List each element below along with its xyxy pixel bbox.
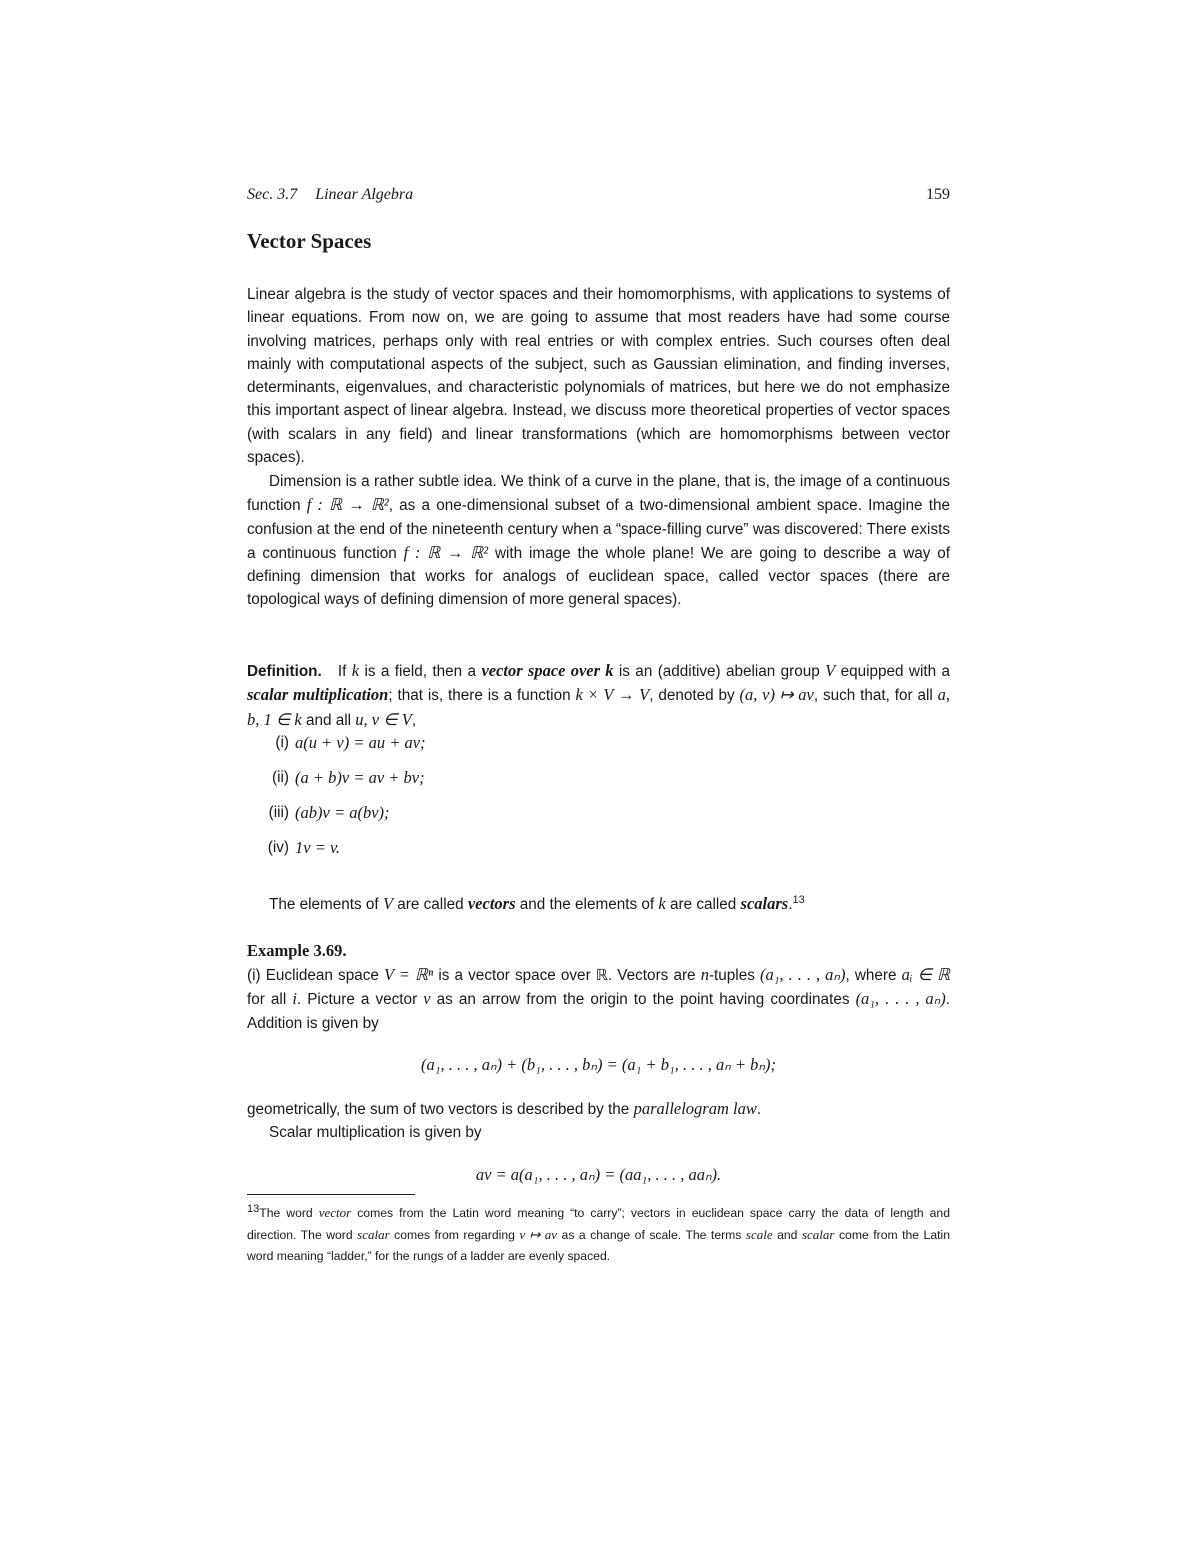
scalar-intro: Scalar multiplication is given by	[269, 1124, 482, 1141]
section-label: Sec. 3.7 Linear Algebra	[247, 186, 414, 203]
footnote-ref: 13	[792, 894, 805, 906]
intro-paragraph: Linear algebra is the study of vector spaces and their homomorphisms, with applications to systems of linear equations. From now on, we are going to assume that most readers have had some course involving matrices, perhaps only with real entries or with complex entries. Such courses often deal mainly with computational aspects of the subject, such as Gaussian elimination, and finding inverses, determinants, eigenvalues, and characteristic polynomials of matrices, but here we do not emphasize this important aspect of linear algebra. Instead, we discuss more theoretical properties of vector spaces (with scalars in any field) and linear transformations (which are homomorphisms between vector spaces).	[247, 286, 950, 467]
term-scalar-multiplication: scalar multiplication	[247, 685, 389, 705]
geometric-sentence: geometrically, the sum of two vectors is described by the parallelogram law.	[247, 1099, 762, 1118]
addition-formula: (a₁, . . . , aₙ) + (b₁, . . . , bₙ) = (a₁ + b₁, . . . , aₙ + bₙ);	[421, 1055, 776, 1074]
axiom-item: (iv) 1v = v.	[267, 838, 341, 857]
section-heading: Vector Spaces	[247, 229, 372, 253]
example-paragraph: (i) Euclidean space V = ℝⁿ is a vector space over ℝ. Vectors are n-tuples (a₁, . . . , aₙ), where aᵢ ∈ ℝ for all i. Picture a vector v as an arrow from the origin to the point having coordinates (a₁, . . . , aₙ). Addition is given by	[247, 965, 950, 1032]
scalar-formula: av = a(a₁, . . . , aₙ) = (aa₁, . . . , aaₙ).	[475, 1165, 722, 1184]
axiom-item: (ii) (a + b)v = av + bv;	[272, 768, 425, 787]
page-number: 159	[926, 186, 950, 203]
axiom-item: (iii) (ab)v = a(bv);	[268, 803, 390, 822]
axiom-item: (i) a(u + v) = au + av;	[275, 733, 426, 752]
example-label: Example 3.69.	[247, 941, 347, 960]
definition-paragraph: Definition. If k is a field, then a vector space over k is an (additive) abelian group V equipped with a scalar multiplication; that is, there is a function k × V → V, denoted by (a, v) ↦ av, such that, for all a, b, 1 ∈ k and all u, v ∈ V,	[247, 661, 951, 729]
definition-label: Definition.	[247, 663, 322, 680]
footnote: $^{13}$The word vector comes from the Latin word meaning “to carry”; vectors in euclidean space carry the data of length and direction. The word scalar comes from regarding v ↦ av as a change of scale. The terms scale and scalar come from the Latin word meaning “ladder,” for the rungs of a ladder are evenly spaced.	[247, 1203, 950, 1264]
term-vector-space: vector space over k	[481, 661, 614, 680]
axiom-list	[247, 731, 950, 871]
vectors-scalars-sentence: The elements of V are called vectors and the elements of k are called scalars.$^{13}$	[269, 894, 805, 914]
footnote-rule	[247, 1194, 415, 1195]
dimension-paragraph: Dimension is a rather subtle idea. We think of a curve in the plane, that is, the image of a continuous function f : ℝ → ℝ², as a one-dimensional subset of a two-dimensional ambient space. Imagine the confusion at the end of the nineteenth century when a “space-filling curve” was discovered: There exists a continuous function f : ℝ → ℝ² with image the whole plane! We are going to describe a way of defining dimension that works for analogs of euclidean space, called vector spaces (there are topological ways of defining dimension of more general spaces).	[247, 473, 951, 609]
running-head	[247, 186, 950, 204]
